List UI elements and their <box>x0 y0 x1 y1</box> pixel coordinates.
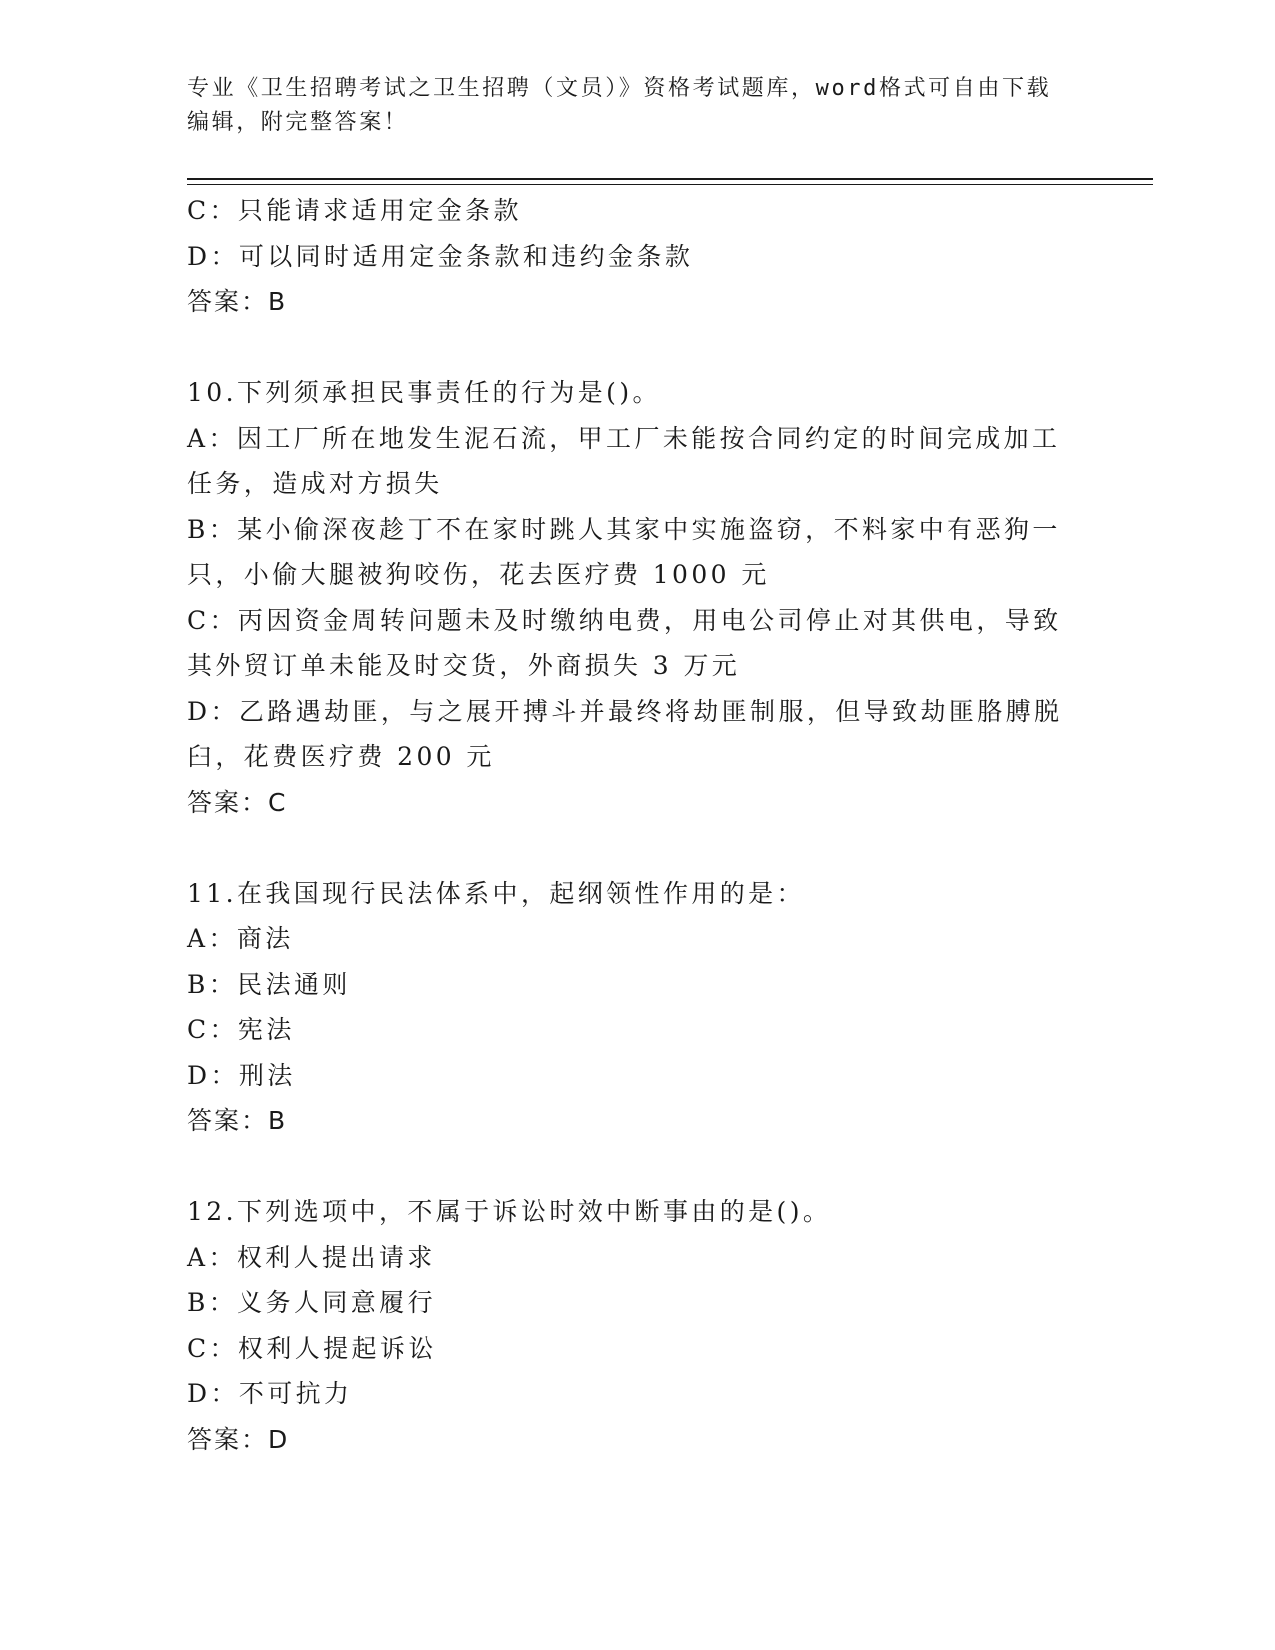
option-a: A：因工厂所在地发生泥石流，甲工厂未能按合同约定的时间完成加工 <box>187 423 1061 453</box>
spacer <box>187 825 1087 871</box>
answer-line: 答案：C <box>187 787 288 817</box>
question-block-12 <box>187 1189 1087 1462</box>
spacer <box>187 325 1087 371</box>
option-c: C：宪法 <box>187 1015 295 1044</box>
option-a: A：商法 <box>187 924 294 953</box>
option-b: B：民法通则 <box>187 969 351 999</box>
option-c: C：丙因资金周转问题未及时缴纳电费，用电公司停止对其供电，导致 <box>187 605 1062 635</box>
option-b: B：义务人同意履行 <box>187 1288 436 1317</box>
answer-line: 答案：B <box>187 1106 288 1135</box>
option-c-continued: 其外贸订单未能及时交货，外商损失 3 万元 <box>187 651 741 680</box>
header-line-1: 专业《卫生招聘考试之卫生招聘（文员）》资格考试题库，word格式可自由下载 <box>187 76 1052 101</box>
option-b: B：某小偷深夜趁丁不在家时跳人其家中实施盗窃，不料家中有恶狗一 <box>187 514 1061 544</box>
question-stem: 10.下列须承担民事责任的行为是()。 <box>187 378 661 407</box>
question-block-prev <box>187 188 1087 325</box>
option-c: C：只能请求适用定金条款 <box>187 196 522 225</box>
option-c: C：权利人提起诉讼 <box>187 1333 437 1363</box>
option-d: D：可以同时适用定金条款和违约金条款 <box>187 241 694 271</box>
option-d-continued: 臼，花费医疗费 200 元 <box>187 742 495 771</box>
question-content <box>187 188 1087 1462</box>
question-stem: 12.下列选项中，不属于诉讼时效中断事由的是()。 <box>187 1197 832 1226</box>
header-divider-thin <box>187 184 1153 185</box>
answer-line: 答案：B <box>187 287 288 316</box>
header-divider-thick <box>187 178 1153 180</box>
option-d: D：不可抗力 <box>187 1379 353 1408</box>
option-b-continued: 只，小偷大腿被狗咬伤，花去医疗费 1000 元 <box>187 560 770 589</box>
question-block-10 <box>187 370 1087 825</box>
option-a-continued: 任务，造成对方损失 <box>187 469 443 498</box>
option-a: A：权利人提出请求 <box>187 1242 436 1272</box>
spacer <box>187 1144 1087 1190</box>
option-d: D：刑法 <box>187 1060 296 1090</box>
header-line-2: 编辑，附完整答案！ <box>187 110 409 135</box>
question-block-11 <box>187 871 1087 1144</box>
answer-line: 答案：D <box>187 1424 290 1454</box>
option-d: D：乙路遇劫匪，与之展开搏斗并最终将劫匪制服，但导致劫匪胳膊脱 <box>187 696 1063 726</box>
page-header <box>187 72 1087 140</box>
question-stem: 11.在我国现行民法体系中，起纲领性作用的是： <box>187 878 805 908</box>
